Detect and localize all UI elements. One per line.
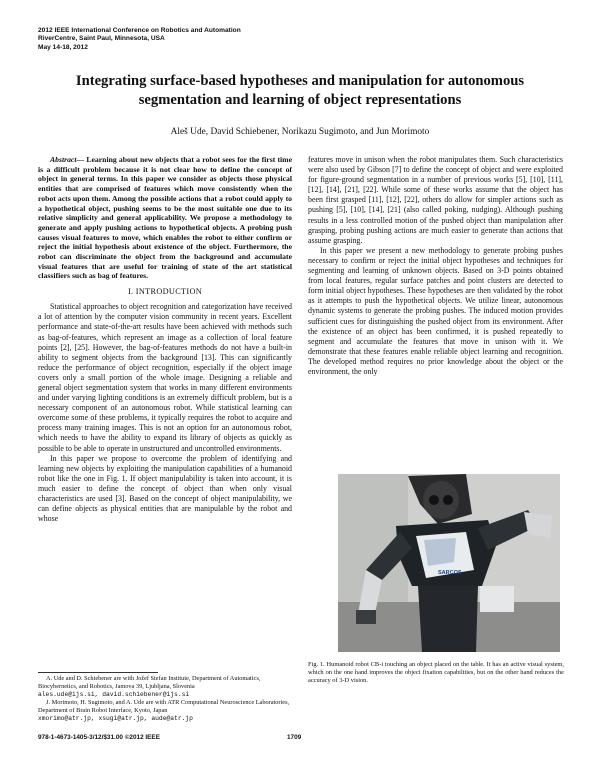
footnote-rule bbox=[38, 672, 158, 673]
footnote-email-2: xmorimo@atr.jp, xsugi@atr.jp, aude@atr.jp bbox=[38, 714, 193, 722]
abstract-text: — Learning about new objects that a robot sees for the first time is a difficult problem because it is not clear how to define the concept of object in general terms. In this paper we consider as objects those physical entities that are comprised of features which move consistently when the robot acts upon them. Among the possible actions that a robot could apply to a hypothetical object, pushing seems to be the most suitable one due to its relative simplicity and general applicability. We propose a methodology to generate and apply pushing actions to hypothetical objects. A probing push causes visual features to move, which enables the robot to either confirm or reject the initial hypothesis about existence of the object. Furthermore, the robot can discriminate the object from the background and accumulate visual features that are useful for training of state of the art statistical classifiers such as bag of features. bbox=[38, 155, 292, 281]
right-column bbox=[308, 155, 563, 377]
abstract-label: Abstract bbox=[50, 155, 77, 164]
conference-header bbox=[38, 27, 241, 52]
figure-caption: Fig. 1. Humanoid robot CB-i touching an object placed on the table. It has an active visual system, which on the one hand improves the object fixation capabilities, but on the other hand reduces the accuracy of 3-D vision. bbox=[308, 661, 564, 684]
paper-title-line-2: segmentation and learning of object representations bbox=[138, 92, 462, 108]
section-heading-introduction: I. INTRODUCTION bbox=[127, 287, 203, 297]
isbn-copyright: 978-1-4673-1405-3/12/$31.00 ©2012 IEEE bbox=[38, 734, 160, 741]
robot-chest-label: SARCOS bbox=[438, 570, 462, 576]
conference-venue: RiverCentre, Saint Paul, Minnesota, USA bbox=[38, 35, 165, 43]
right-paragraph-2: In this paper we present a new methodology to generate probing pushes necessary to confirm or reject the initial object hypotheses and techniques for segmenting and learning of unknown objects. Based on 3-D points obtained from local features, regular surface patches and point clusters are detected to form initial object hypotheses. These hypotheses are then validated by the robot as it attempts to push the hypothetical objects. We utilize linear, autonomous dynamic systems to generate the probing pushes. The induced motion provides sufficient cues for distinguishing the pushed object from its environment. After the existence of an object has been confirmed, it is pushed repeatedly to segment and accumulate the features that move in unison with it. We demonstrate that these features enable reliable object learning and recognition. The developed method requires no prior knowledge about the object or the environment, the only bbox=[308, 245, 563, 376]
left-paragraph-1: Statistical approaches to object recognition and categorization have received a lot of attention by the computer vision community in recent years. Excellent performance and state-of-the-art results have been achieved with methods such as bag-of-features, which represent an image as a collection of local feature points [2], [25]. However, the bag-of-features methods do not have a built-in ability to segment objects from the background [13]. This can significantly reduce the performance of object recognition, especially if the object image covers only a small portion of the whole image. Designing a reliable and general object segmentation system that works in many different environments and under varying lighting conditions is an extremely difficult problem, but is a necessary component of an autonomous robot. While statistical learning can overcome some of these problems, it typically requires the robot to acquire and process many training images. This is not an option for an autonomous robot, which needs to have the ability to expand its library of objects as quickly as possible to be able to operate in unstructured and uncontrolled environments. bbox=[38, 302, 292, 453]
right-paragraph-1: features move in unison when the robot manipulates them. Such characteristics were also used by Gibson [7] to define the concept of object and were exploited for figure-ground segmentation in a number of previous works [5], [10], [11], [12], [14], [21], [22]. While some of these works assume that the object has been first grasped [11], [12], [22], others do allow for simpler actions such as pushing [5], [10], [14], [21] (also called poking, nudging). Although pushing results in a less controlled motion of the pushed object than manipulation after grasping, probing pushing actions are much easier to generate than actions that assume grasping. bbox=[308, 155, 563, 245]
author-list: Aleš Ude, David Schiebener, Norikazu Sugimoto, and Jun Morimoto bbox=[170, 127, 430, 137]
left-paragraph-2: In this paper we propose to overcome the problem of identifying and learning new objects by exploiting the manipulation capabilities of a humanoid robot like the one in Fig. 1. If object manipulability is taken into account, it is much easier to define the concept of object than when only visual characteristics are used [3]. Based on the concept of object manipulability, we can define objects as physical entities that are manipulable by the robot and whose bbox=[38, 453, 292, 524]
left-column bbox=[38, 155, 292, 524]
paper-title bbox=[40, 72, 560, 110]
page-number: 1709 bbox=[287, 734, 302, 741]
footnote-affiliation-1: A. Ude and D. Schiebener are with Jožef Stefan Institute, Department of Automatics, Biocybernetics, and Robotics, Jamova 39, Ljubljana, Slovenia bbox=[38, 675, 261, 690]
footnote-email-1: ales.ude@ijs.si, david.schiebener@ijs.si bbox=[38, 690, 190, 698]
paper-title-line-1: Integrating surface-based hypotheses and manipulation for autonomous bbox=[75, 73, 525, 89]
robot-figure bbox=[338, 474, 560, 652]
robot-illustration bbox=[338, 474, 560, 652]
abstract bbox=[38, 155, 292, 281]
conference-name: 2012 IEEE International Conference on Robotics and Automation bbox=[38, 27, 241, 34]
conference-dates: May 14-18, 2012 bbox=[38, 43, 88, 51]
footnote-affiliation-2: J. Morimoto, H. Sugimoto, and A. Ude are with ATR Computational Neuroscience Laboratories, Department of Brain Robot Interface, Kyoto, Japan bbox=[38, 698, 290, 714]
footnote bbox=[38, 672, 294, 722]
